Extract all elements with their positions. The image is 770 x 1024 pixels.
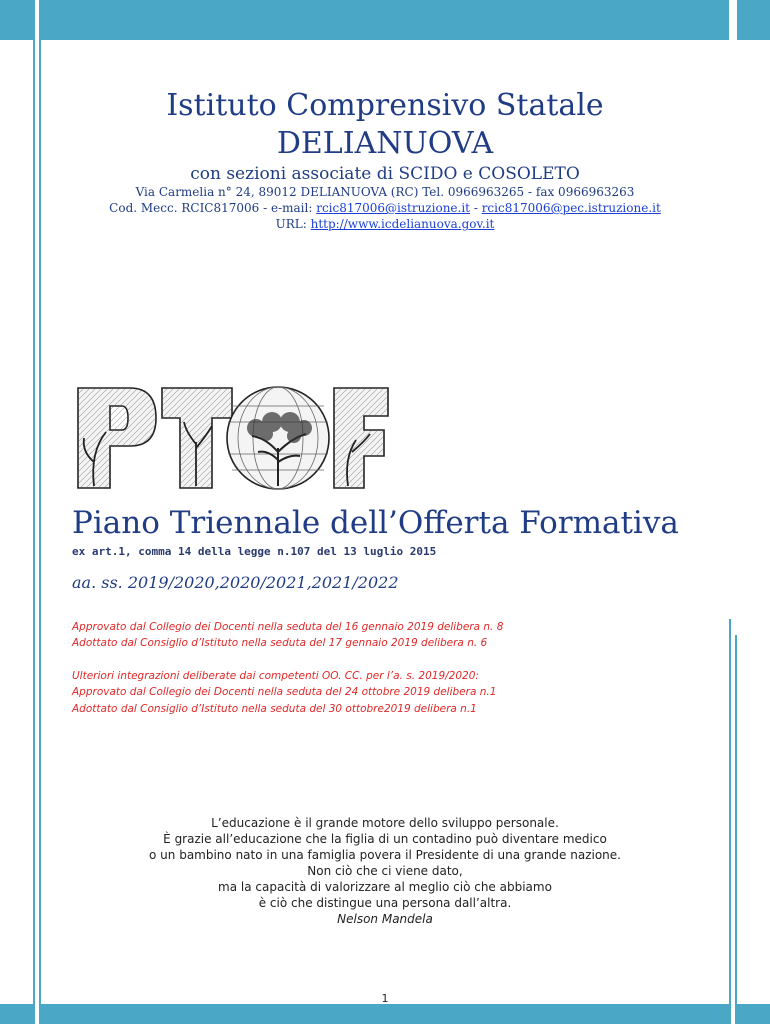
top-border-left (0, 0, 33, 40)
approval-line: Ulteriori integrazioni deliberate dai competenti OO. CC. per l’a. s. 2019/2020: (72, 670, 479, 682)
school-contacts (41, 200, 729, 216)
quote-line: o un bambino nato in una famiglia povera il Presidente di una grande nazione. (149, 848, 621, 862)
quote-line: è ciò che distingue una persona dall’altra. (258, 896, 512, 910)
school-address: Via Carmelia n° 24, 89012 DELIANUOVA (RC) Tel. 0966963265 - fax 0966963263 (135, 185, 635, 199)
email-link[interactable]: rcic817006@istruzione.it (316, 201, 470, 215)
url-prefix: URL: (275, 217, 311, 231)
law-reference: ex art.1, comma 14 della legge n.107 del 13 luglio 2015 (72, 545, 437, 558)
right-rule (735, 635, 737, 1024)
top-border (41, 0, 729, 40)
ptof-tree-logo (72, 382, 392, 494)
quote-line: ma la capacità di valorizzare al meglio ciò che abbiamo (218, 880, 552, 894)
top-border-right (737, 0, 770, 40)
website-link[interactable]: http://www.icdelianuova.gov.it (310, 217, 495, 231)
school-url (41, 216, 729, 232)
school-subtitle: con sezioni associate di SCIDO e COSOLETO (190, 164, 580, 184)
quote-author: Nelson Mandela (337, 912, 433, 926)
bottom-border-left (0, 1004, 33, 1024)
approval-line: Adottato dal Consiglio d’Istituto nella seduta del 17 gennaio 2019 delibera n. 6 (72, 637, 488, 649)
bottom-border (41, 1004, 729, 1024)
school-title: Istituto Comprensivo Statale (166, 88, 604, 123)
right-rule-inner (729, 619, 731, 1024)
school-years: aa. ss. 2019/2020,2020/2021,2021/2022 (72, 573, 399, 592)
plan-title: Piano Triennale dell’Offerta Formativa (72, 505, 679, 541)
pec-link[interactable]: rcic817006@pec.istruzione.it (481, 201, 661, 215)
bottom-border-right (737, 1004, 770, 1024)
page-number: 1 (381, 992, 389, 1005)
codes-prefix: Cod. Mecc. RCIC817006 - e-mail: (109, 201, 317, 215)
quote-line: Non ciò che ci viene dato, (307, 864, 463, 878)
approval-line: Approvato dal Collegio dei Docenti nella seduta del 24 ottobre 2019 delibera n.1 (72, 686, 497, 698)
quote-line: È grazie all’educazione che la figlia di un contadino può diventare medico (163, 832, 607, 846)
school-name: DELIANUOVA (276, 126, 494, 161)
quote-line: L’educazione è il grande motore dello sviluppo personale. (211, 816, 559, 830)
left-rule (33, 0, 35, 1024)
approval-line: Adottato dal Consiglio d’Istituto nella seduta del 30 ottobre2019 delibera n.1 (72, 703, 477, 715)
contact-separator: - (470, 201, 482, 215)
approval-line: Approvato dal Collegio dei Docenti nella seduta del 16 gennaio 2019 delibera n. 8 (72, 621, 504, 633)
